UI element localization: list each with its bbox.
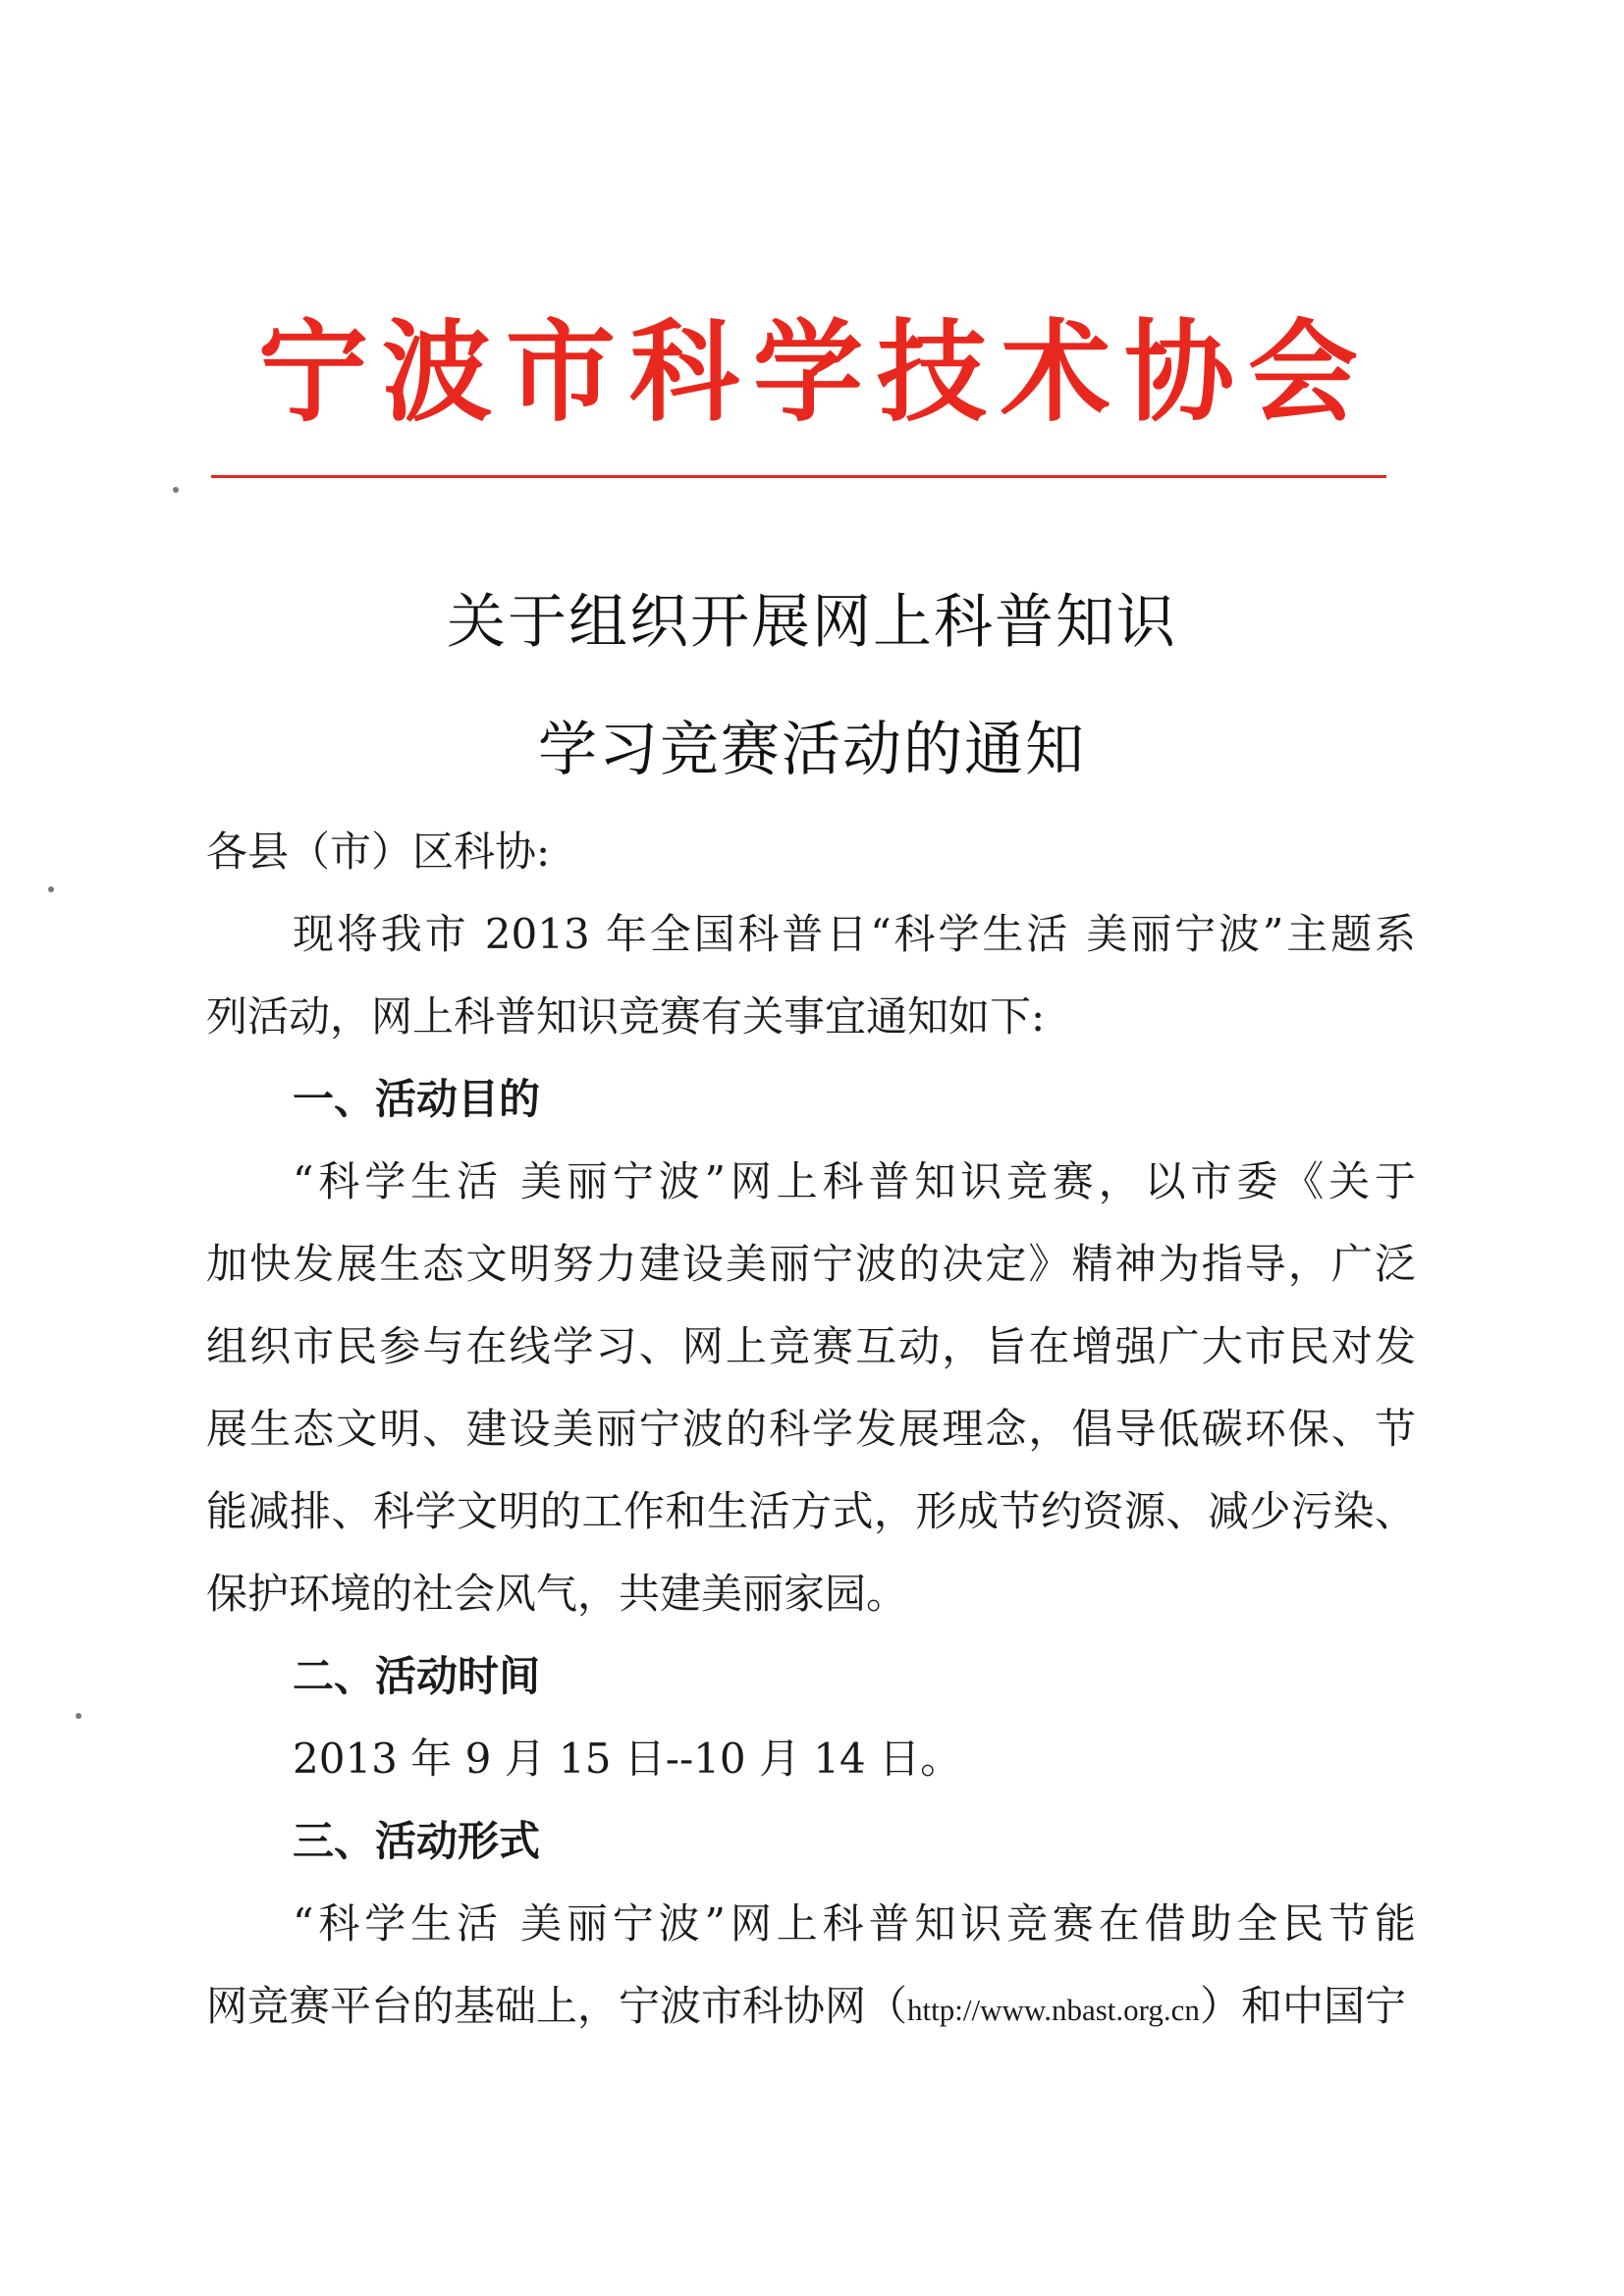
scan-speck	[76, 1713, 81, 1719]
scan-speck	[48, 886, 54, 892]
letterhead-red-rule	[211, 475, 1386, 478]
intro-line-1: 现将我市 2013 年全国科普日“科学生活 美丽宁波”主题系	[293, 910, 1416, 958]
purpose-line-1: “科学生活 美丽宁波”网上科普知识竞赛，以市委《关于	[293, 1157, 1416, 1205]
format-line-2-text-after: ）和中国宁	[1199, 1982, 1406, 2030]
document-title-line-2: 学习竞赛活动的通知	[538, 716, 1086, 784]
activity-dates: 2013 年 9 月 15 日--10 月 14 日。	[293, 1735, 962, 1783]
nbast-website-link[interactable]: http://www.nbast.org.cn	[907, 1993, 1200, 2027]
section-heading-purpose: 一、活动目的	[293, 1075, 541, 1123]
format-line-2	[206, 1977, 1416, 2040]
organization-letterhead: 宁波市科学技术协会	[258, 308, 1372, 437]
salutation: 各县（市）区科协:	[206, 828, 551, 876]
purpose-line-5: 能减排、科学文明的工作和生活方式，形成节约资源、减少污染、	[206, 1487, 1416, 1535]
document-title-line-1: 关于组织开展网上科普知识	[447, 588, 1177, 657]
section-heading-format: 三、活动形式	[293, 1817, 541, 1865]
purpose-line-6: 保护环境的社会风气，共建美丽家园。	[206, 1570, 908, 1618]
format-line-1: “科学生活 美丽宁波”网上科普知识竞赛在借助全民节能	[293, 1899, 1416, 1948]
scan-speck	[173, 487, 179, 493]
section-heading-time: 二、活动时间	[293, 1652, 541, 1700]
purpose-line-4: 展生态文明、建设美丽宁波的科学发展理念，倡导低碳环保、节	[206, 1405, 1416, 1453]
purpose-line-2: 加快发展生态文明努力建设美丽宁波的决定》精神为指导，广泛	[206, 1240, 1416, 1288]
intro-line-2: 列活动，网上科普知识竞赛有关事宜通知如下:	[206, 992, 1046, 1041]
purpose-line-3: 组织市民参与在线学习、网上竞赛互动，旨在增强广大市民对发	[206, 1322, 1416, 1370]
format-line-2-text-before: 网竞赛平台的基础上，宁波市科协网（	[206, 1982, 908, 2030]
